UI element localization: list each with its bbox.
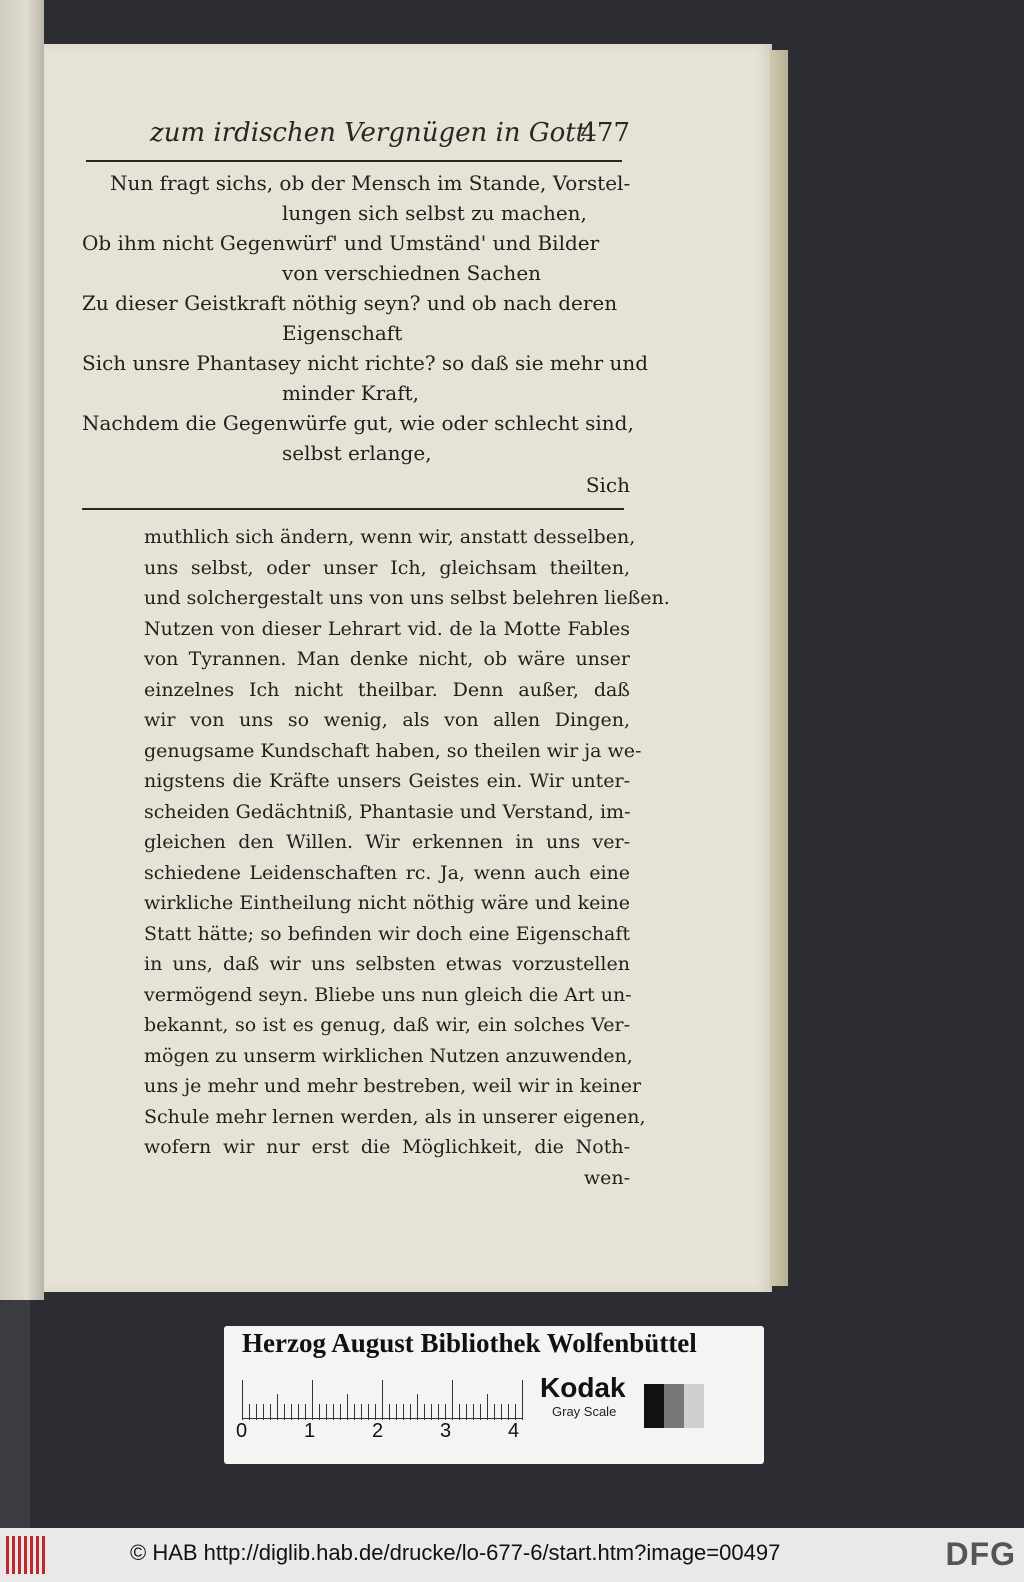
- ruler-tick: [389, 1404, 390, 1420]
- ruler-tick: [298, 1404, 299, 1420]
- ruler-tick: [326, 1404, 327, 1420]
- ruler-number: 3: [440, 1420, 452, 1442]
- verse-block: [82, 168, 649, 500]
- prose-line: einzelnes Ich nicht theilbar. Denn außer, daß: [144, 678, 630, 701]
- footer-bar: [0, 1528, 1024, 1582]
- ruler-tick: [305, 1404, 306, 1420]
- ruler-tick: [480, 1404, 481, 1420]
- ruler-tick: [354, 1404, 355, 1420]
- ruler-tick: [445, 1404, 446, 1420]
- ruler-tick: [277, 1394, 278, 1420]
- ruler-number: 2: [372, 1420, 384, 1442]
- ruler-tick: [501, 1404, 502, 1420]
- ruler-tick: [403, 1404, 404, 1420]
- ruler-tick: [249, 1404, 250, 1420]
- prose-line: Statt hätte; so befinden wir doch eine Eigenschaft: [144, 922, 630, 945]
- verse-line: Ob ihm nicht Gegenwürf' und Umständ' und Bilder: [82, 231, 600, 255]
- prose-line: und solchergestalt uns von uns selbst belehren ließen.: [144, 587, 670, 609]
- prose-line: wofern wir nur erst die Möglichkeit, die Noth-: [144, 1136, 630, 1158]
- running-head: [150, 118, 630, 158]
- verse-line: von verschiednen Sachen: [282, 261, 542, 285]
- ruler-tick: [494, 1404, 495, 1420]
- prose-line: wirkliche Eintheilung nicht nöthig wäre und keine: [144, 892, 630, 914]
- ruler-tick: [508, 1404, 509, 1420]
- prose-line: uns je mehr und mehr bestreben, weil wir in keiner: [144, 1075, 642, 1097]
- prose-line: wir von uns so wenig, als von allen Dingen,: [144, 709, 630, 731]
- prose-line: Nutzen von dieser Lehrart vid. de la Motte Fables: [144, 617, 630, 640]
- ruler-tick: [431, 1404, 432, 1420]
- ruler-tick: [410, 1404, 411, 1420]
- gray-swatch-black: [644, 1384, 664, 1428]
- verse-line: Nun fragt sichs, ob der Mensch im Stande, Vorstel-: [110, 171, 631, 195]
- prose-line: uns selbst, oder unser Ich, gleichsam theilten,: [144, 556, 630, 579]
- prose-line: vermögend seyn. Bliebe uns nun gleich die Art un-: [144, 983, 632, 1006]
- ruler-tick: [284, 1404, 285, 1420]
- ruler-tick: [487, 1394, 488, 1420]
- prose-line: scheiden Gedächtniß, Phantasie und Verstand, im-: [144, 800, 631, 823]
- ruler-tick: [438, 1404, 439, 1420]
- ruler-tick: [424, 1404, 425, 1420]
- ruler-tick: [242, 1380, 243, 1420]
- ruler-tick: [396, 1404, 397, 1420]
- prose-line: nigstens die Kräfte unsers Geistes ein. Wir unter-: [144, 770, 630, 792]
- dfg-logo: DFG: [945, 1536, 1016, 1572]
- kodak-subtitle: Gray Scale: [552, 1404, 617, 1419]
- kodak-brand: Kodak: [540, 1372, 626, 1403]
- ruler-tick: [361, 1404, 362, 1420]
- kodak-logo: [540, 1372, 626, 1419]
- verse-line: Zu dieser Geistkraft nöthig seyn? und ob nach deren: [82, 291, 618, 315]
- ruler-tick: [459, 1404, 460, 1420]
- page-edge: [770, 50, 788, 1286]
- ruler-tick: [263, 1404, 264, 1420]
- prose-line: schiedene Leidenschaften rc. Ja, wenn auch eine: [144, 861, 630, 884]
- ruler-tick: [312, 1380, 313, 1420]
- prose-line: genugsame Kundschaft haben, so theilen wir ja we-: [144, 739, 642, 762]
- ruler-tick: [417, 1394, 418, 1420]
- gray-swatch-dark: [664, 1384, 684, 1428]
- page-number: 477: [580, 118, 630, 148]
- ruler-tick: [375, 1404, 376, 1420]
- ruler-tick: [368, 1404, 369, 1420]
- verse-line: Nachdem die Gegenwürfe gut, wie oder schlecht sind,: [82, 411, 634, 435]
- ruler-number: 1: [304, 1420, 316, 1442]
- ruler-tick: [522, 1380, 523, 1420]
- hab-logo-icon: [6, 1536, 48, 1574]
- ruler-tick: [382, 1380, 383, 1420]
- verse-catchword: Sich: [585, 473, 630, 497]
- scanner-bed: [0, 1300, 30, 1530]
- prose-line: muthlich sich ändern, wenn wir, anstatt desselben,: [144, 526, 636, 548]
- copyright-link[interactable]: © HAB http://diglib.hab.de/drucke/lo-677-6/start.htm?image=00497: [130, 1540, 781, 1565]
- running-head-title: zum irdischen Vergnügen in Gott.: [150, 118, 595, 148]
- verse-line: Eigenschaft: [282, 321, 403, 345]
- adjacent-page-strip: [0, 0, 44, 1300]
- ruler-number: 4: [508, 1420, 520, 1442]
- prose-line: von Tyrannen. Man denke nicht, ob wäre unser: [144, 648, 630, 670]
- library-label-card: [224, 1326, 764, 1464]
- ruler-tick: [452, 1380, 453, 1420]
- ruler-tick: [347, 1394, 348, 1420]
- ruler-tick: [515, 1404, 516, 1420]
- ruler-tick: [466, 1404, 467, 1420]
- verse-line: minder Kraft,: [282, 381, 420, 405]
- ruler-number: 0: [236, 1420, 248, 1442]
- section-rule: [82, 508, 624, 510]
- prose-line: mögen zu unserm wirklichen Nutzen anzuwenden,: [144, 1044, 633, 1067]
- prose-line: Schule mehr lernen werden, als in unserer eigenen,: [144, 1105, 646, 1128]
- verse-line: Sich unsre Phantasey nicht richte? so daß sie mehr und: [82, 351, 649, 375]
- ruler-tick: [473, 1404, 474, 1420]
- ruler-tick: [291, 1404, 292, 1420]
- ruler-tick: [319, 1404, 320, 1420]
- ruler-tick: [270, 1404, 271, 1420]
- prose-line: bekannt, so ist es genug, daß wir, ein solches Ver-: [144, 1014, 630, 1036]
- prose-block: [144, 522, 670, 1193]
- ruler-tick: [340, 1404, 341, 1420]
- gray-swatch-light: [684, 1384, 704, 1428]
- verse-line: lungen sich selbst zu machen,: [282, 201, 587, 225]
- prose-line: in uns, daß wir uns selbsten etwas vorzustellen: [144, 953, 630, 975]
- library-name: Herzog August Bibliothek Wolfenbüttel: [242, 1328, 697, 1358]
- header-rule: [86, 160, 622, 162]
- ruler-tick: [333, 1404, 334, 1420]
- verse-line: selbst erlange,: [282, 441, 432, 465]
- ruler-tick: [256, 1404, 257, 1420]
- prose-catchword: wen-: [583, 1166, 630, 1189]
- prose-line: gleichen den Willen. Wir erkennen in uns ver-: [144, 831, 630, 853]
- ruler-scale: [242, 1376, 532, 1420]
